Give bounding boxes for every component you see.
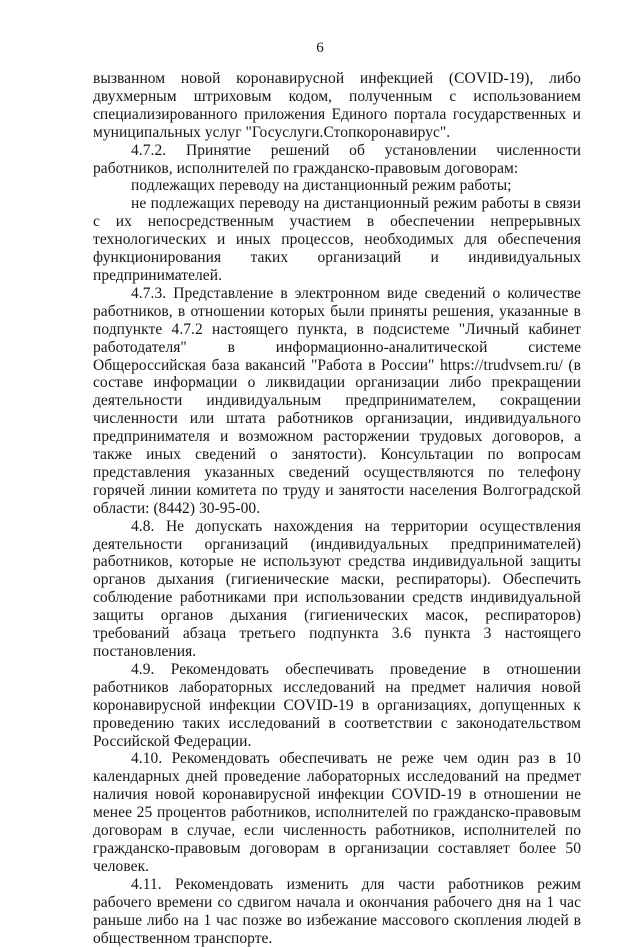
paragraph-4-10: 4.10. Рекомендовать обеспечивать не реже чем один раз в 10 календарных дней проведение лабораторных исследований на предмет наличия новой коронавирусной инфекции COVID-19 в отношении не менее 25 процентов работников, исполнителей по гражданско-правовым договорам в случае, если численность работников, исполнителей по гражданско-правовым договорам в организации составляет более 50 человек. (93, 750, 581, 875)
paragraph-continuation: вызванном новой коронавирусной инфекцией (COVID-19), либо двухмерным штриховым кодом, полученным с использованием специализированного приложения Единого портала государственных и муниципальных услуг "Госуслуги.Стопкоронавирус". (93, 70, 581, 141)
paragraph-4-11: 4.11. Рекомендовать изменить для части работников режим рабочего времени со сдвигом начала и окончания рабочего дня на 1 час раньше либо на 1 час позже во избежание массового скопления людей в общественном транспорте. (93, 875, 581, 947)
paragraph-4-7-2-item-2: не подлежащих переводу на дистанционный режим работы в связи с их непосредственным участием в обеспечении непрерывных технологических и иных процессов, необходимых для обеспечения функционирования таких организаций и индивидуальных предпринимателей. (93, 195, 581, 284)
paragraph-4-7-3: 4.7.3. Представление в электронном виде сведений о количестве работников, в отношении которых были приняты решения, указанные в подпункте 4.7.2 настоящего пункта, в подсистеме "Личный кабинет работодателя" в информационно-аналитической системе Общероссийская база вакансий "Работа в России" https://trudvsem.ru/ (в составе информации о ликвидации организации либо прекращении деятельности индивидуальным предпринимателем, сокращении численности или штата работников организации, индивидуального предпринимателя и возможном расторжении трудовых договоров, а также иных сведений о занятости). Консультации по вопросам представления указанных сведений осуществляются по телефону горячей линии комитета по труду и занятости населения Волгоградской области: (8442) 30-95-00. (93, 284, 581, 517)
page-number: 6 (316, 40, 324, 56)
paragraph-4-9: 4.9. Рекомендовать обеспечивать проведение в отношении работников лабораторных исследований на предмет наличия новой коронавирусной инфекции COVID-19 в организациях, допущенных к проведению таких исследований в соответствии с законодательством Российской Федерации. (93, 660, 581, 750)
paragraph-4-7-2: 4.7.2. Принятие решений об установлении численности работников, исполнителей по гражданско-правовым договорам: (93, 141, 581, 177)
paragraph-4-7-2-item-1: подлежащих переводу на дистанционный режим работы; (131, 177, 512, 195)
paragraph-4-8: 4.8. Не допускать нахождения на территории осуществления деятельности организаций (индивидуальных предпринимателей) работников, которые не используют средства индивидуальной защиты органов дыхания (гигиенические маски, респираторы). Обеспечить соблюдение работниками при использовании средств индивидуальной защиты органов дыхания (гигиенических масок, респираторов) требований абзаца третьего подпункта 3.6 пункта 3 настоящего постановления. (93, 517, 581, 660)
document-body (93, 70, 581, 947)
